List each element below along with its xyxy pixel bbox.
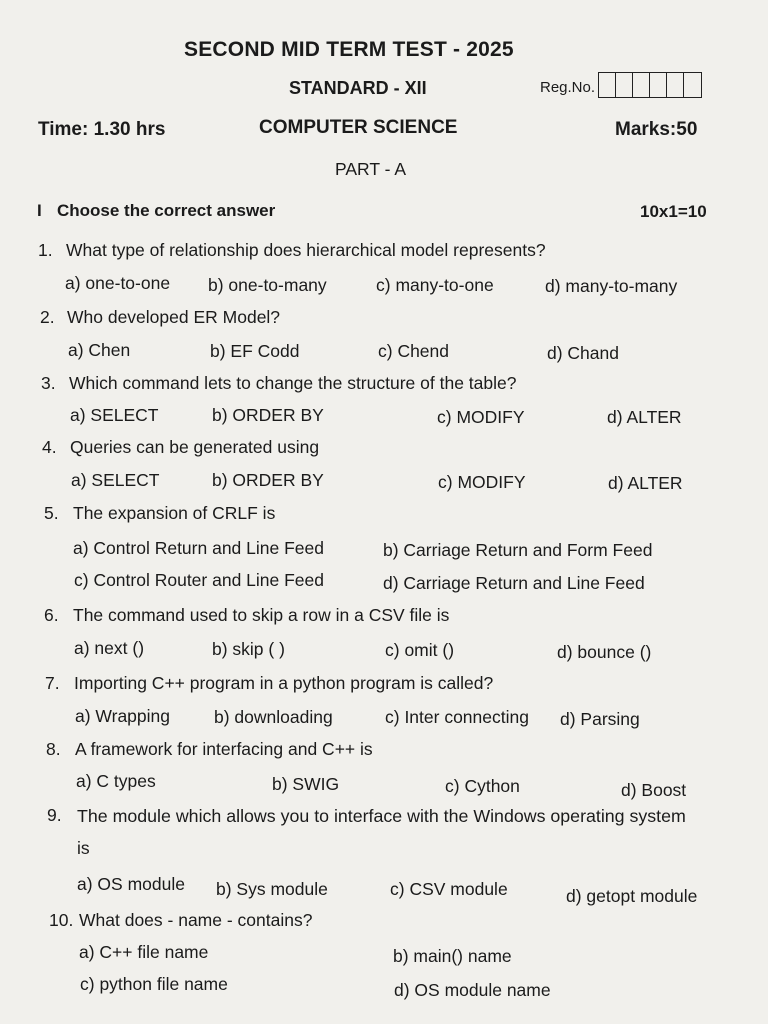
- question-number: 5.: [44, 503, 59, 523]
- option-a: a) C types: [76, 771, 156, 791]
- option-d: d) Chand: [547, 343, 619, 363]
- option-b: b) skip ( ): [212, 639, 285, 659]
- question-text: The module which allows you to interface with the Windows operating system: [77, 806, 686, 826]
- option-c: c) Chend: [378, 341, 450, 361]
- option-a: a) OS module: [77, 874, 185, 894]
- question-number: 1.: [38, 240, 53, 260]
- option-b: b) EF Codd: [210, 341, 300, 361]
- option-c: c) MODIFY: [437, 407, 525, 427]
- question-text: What type of relationship does hierarchical model represents?: [66, 240, 546, 260]
- question-text: Which command lets to change the structure of the table?: [69, 373, 517, 393]
- option-d: d) Carriage Return and Line Feed: [383, 573, 645, 593]
- option-c: c) CSV module: [390, 879, 508, 899]
- reg-no-label: Reg.No.: [540, 79, 596, 96]
- option-b: b) ORDER BY: [212, 470, 324, 490]
- option-d: d) Parsing: [560, 709, 640, 729]
- option-c: c) many-to-one: [376, 275, 494, 295]
- question-number: 6.: [44, 605, 59, 625]
- question-text: The expansion of CRLF is: [73, 503, 276, 523]
- option-b: b) Sys module: [216, 879, 328, 899]
- question-text: Importing C++ program in a python program is called?: [74, 673, 494, 693]
- question-text-continued: is: [77, 838, 90, 858]
- exam-title: SECOND MID TERM TEST - 2025: [184, 38, 514, 61]
- question-number: 8.: [46, 739, 61, 759]
- option-c: c) python file name: [80, 974, 228, 994]
- option-d: d) many-to-many: [545, 276, 678, 296]
- option-d: d) ALTER: [607, 407, 682, 427]
- question-text: Who developed ER Model?: [67, 307, 281, 327]
- question-number: 3.: [41, 373, 56, 393]
- question-text: Queries can be generated using: [70, 437, 320, 457]
- option-b: b) one-to-many: [208, 275, 327, 295]
- option-a: a) Chen: [68, 340, 131, 360]
- option-d: d) OS module name: [394, 980, 551, 1000]
- time-label: Time: 1.30 hrs: [38, 119, 166, 140]
- option-a: a) SELECT: [71, 470, 160, 490]
- option-d: d) getopt module: [566, 886, 698, 906]
- option-a: a) next (): [74, 638, 145, 658]
- option-a: a) C++ file name: [79, 942, 209, 962]
- reg-no-boxes: [598, 72, 702, 98]
- option-a: a) SELECT: [70, 405, 159, 425]
- question-text: The command used to skip a row in a CSV file is: [73, 605, 450, 625]
- option-d: d) bounce (): [557, 642, 652, 662]
- option-a: a) one-to-one: [65, 273, 171, 293]
- option-a: a) Control Return and Line Feed: [73, 538, 324, 558]
- option-b: b) downloading: [214, 707, 333, 727]
- subject-label: COMPUTER SCIENCE: [259, 117, 458, 138]
- question-number: 4.: [42, 437, 57, 457]
- section-instruction: Choose the correct answer: [57, 201, 276, 220]
- part-label: PART - A: [335, 159, 406, 179]
- option-c: c) Cython: [445, 776, 520, 796]
- standard-label: STANDARD - XII: [289, 78, 427, 98]
- option-c: c) MODIFY: [438, 472, 526, 492]
- option-b: b) ORDER BY: [212, 405, 324, 425]
- option-a: a) Wrapping: [75, 706, 171, 726]
- question-number: 7.: [45, 673, 60, 693]
- marks-label: Marks:50: [615, 119, 698, 140]
- section-number: I: [37, 201, 42, 220]
- question-text: A framework for interfacing and C++ is: [75, 739, 373, 759]
- option-d: d) Boost: [621, 780, 687, 800]
- option-b: b) main() name: [393, 946, 512, 966]
- question-number: 9.: [47, 805, 62, 825]
- section-marks: 10x1=10: [640, 202, 707, 221]
- question-text: What does - name - contains?: [79, 910, 313, 930]
- option-c: c) Control Router and Line Feed: [74, 570, 324, 590]
- question-number: 2.: [40, 307, 55, 327]
- option-d: d) ALTER: [608, 473, 683, 493]
- option-c: c) Inter connecting: [385, 707, 529, 727]
- option-b: b) SWIG: [272, 774, 340, 794]
- option-b: b) Carriage Return and Form Feed: [383, 540, 653, 560]
- question-number: 10.: [49, 910, 74, 930]
- option-c: c) omit (): [385, 640, 455, 660]
